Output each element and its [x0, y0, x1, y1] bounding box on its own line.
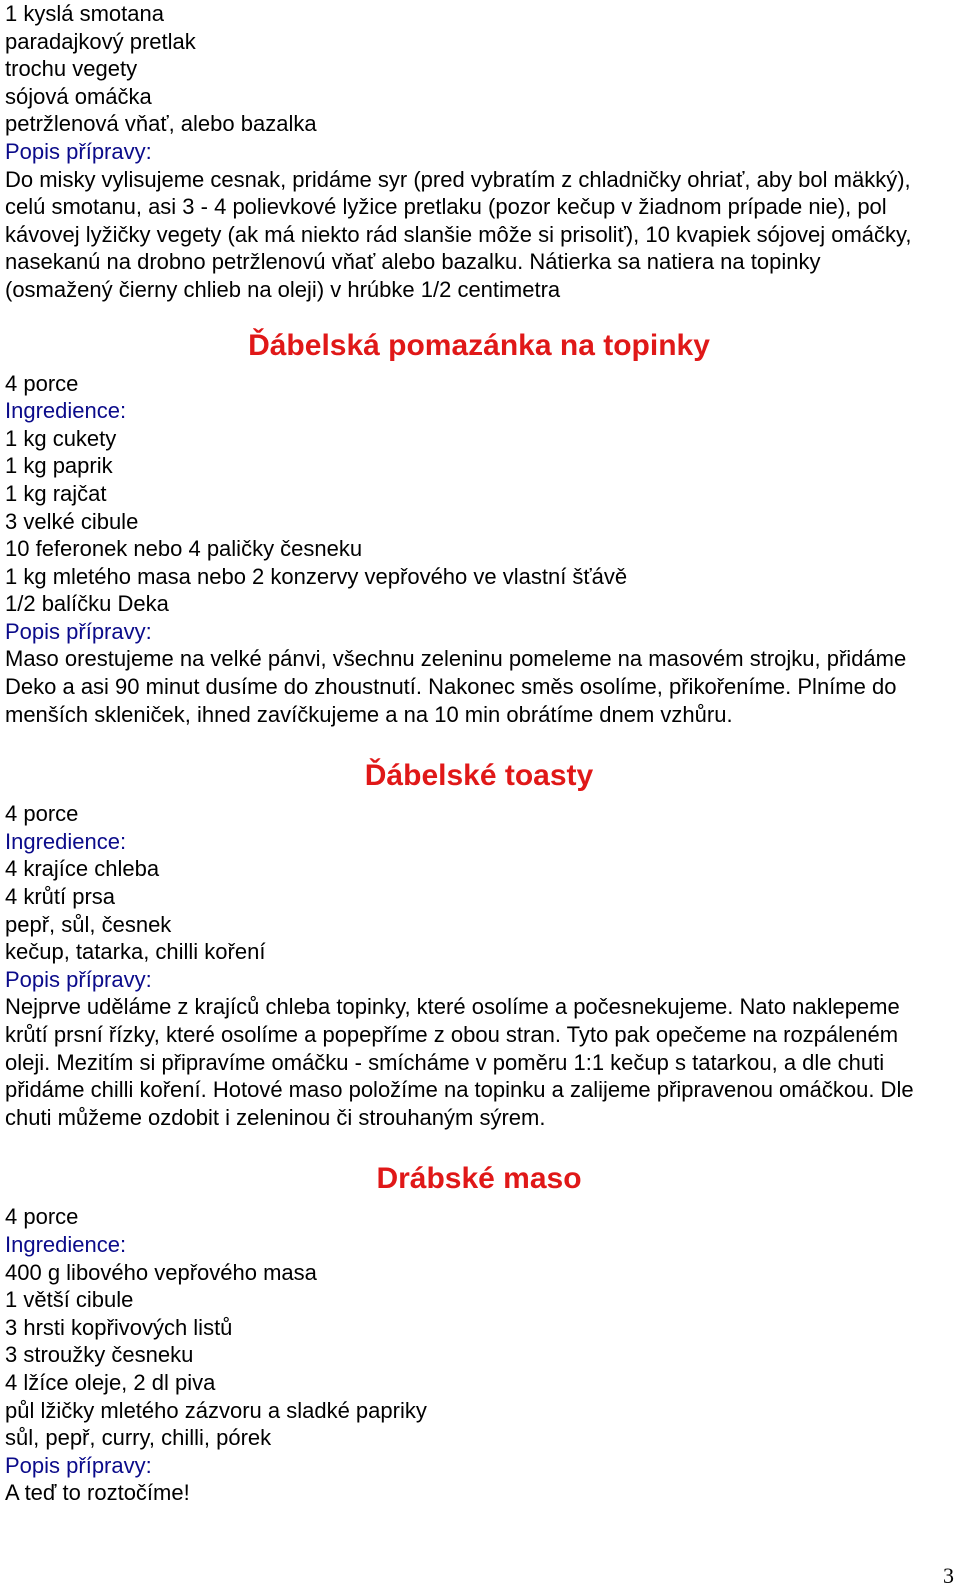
ingredient-item: petržlenová vňať, alebo bazalka	[5, 111, 317, 137]
ingredient-item: půl lžičky mletého zázvoru a sladké papriky	[5, 1397, 427, 1423]
ingredient-item: pepř, sůl, česnek	[5, 911, 172, 937]
portions: 4 porce	[5, 801, 79, 827]
ingredients-heading: Ingredience:	[5, 828, 127, 854]
ingredient-item: 1 kg mletého masa nebo 2 konzervy vepřového ve vlastní šťávě	[5, 563, 628, 589]
prep-text: A teď to roztočíme!	[5, 1480, 190, 1506]
prep-heading: Popis přípravy:	[5, 138, 152, 164]
ingredient-item: 4 krajíce chleba	[5, 856, 160, 882]
ingredient-item: paradajkový pretlak	[5, 28, 196, 54]
ingredient-item: 3 velké cibule	[5, 508, 139, 534]
portions: 4 porce	[5, 370, 79, 396]
ingredient-item: sůl, pepř, curry, chilli, pórek	[5, 1425, 272, 1451]
ingredient-item: 4 krůtí prsa	[5, 884, 116, 910]
ingredient-item: 1 kg paprik	[5, 453, 113, 479]
ingredient-item: 1 kyslá smotana	[5, 1, 164, 26]
intro-ingredient-list	[5, 0, 953, 138]
ingredient-item: 4 lžíce oleje, 2 dl piva	[5, 1369, 216, 1395]
recipe	[5, 1155, 953, 1507]
recipe	[5, 752, 953, 1131]
recipe-title: Ďábelská pomazánka na topinky	[248, 328, 710, 362]
ingredient-item: 1 kg cukety	[5, 425, 117, 451]
recipe-title: Ďábelské toasty	[364, 759, 594, 793]
prep-text: Do misky vylisujeme cesnak, pridáme syr (pred vybratím z chladničky ohriať, aby bol mäkký), celú smotanu, asi 3 - 4 polievkové lyžice pretlaku (pozor kečup v žiadnom prípade nie), pol kávovej lyžičky vegety (ak má niekto rád slanšie môže si prisoliť), 10 kvapiek sójovej omáčky, nasekanú na drobno petržlenovú vňať alebo bazalku. Nátierka sa natiera na topinky (osmažený čierny chlieb na oleji) v hrúbke 1/2 centimetra	[5, 166, 912, 302]
recipe-title: Drábské maso	[376, 1162, 582, 1196]
document-page	[5, 0, 953, 1507]
prep-heading: Popis přípravy:	[5, 966, 152, 992]
prep-text: Nejprve uděláme z krajíců chleba topinky, které osolíme a počesnekujeme. Nato naklepeme krůtí prsní řízky, které osolíme a popepříme z obou stran. Tyto pak opečeme na rozpáleném oleji. Mezitím si připravíme omáčku - smícháme v poměru 1:1 kečup s tatarkou, a dle chuti přidáme chilli koření. Hotové maso položíme na topinku a zalijeme připravenou omáčkou. Dle chuti můžeme ozdobit i zeleninou či strouhaným sýrem.	[5, 994, 914, 1130]
ingredient-item: 1 kg rajčat	[5, 480, 107, 506]
ingredients-heading: Ingredience:	[5, 398, 127, 424]
ingredient-item: trochu vegety	[5, 56, 138, 82]
page-number: 3	[943, 1563, 954, 1588]
portions: 4 porce	[5, 1204, 79, 1230]
ingredient-item: 10 feferonek nebo 4 paličky česneku	[5, 536, 363, 562]
ingredient-item: 3 stroužky česneku	[5, 1342, 194, 1368]
ingredients-heading: Ingredience:	[5, 1231, 127, 1257]
prep-heading: Popis přípravy:	[5, 1452, 152, 1478]
ingredient-item: 3 hrsti kopřivových listů	[5, 1314, 233, 1340]
recipe	[5, 322, 953, 729]
prep-heading: Popis přípravy:	[5, 618, 152, 644]
ingredient-item: 400 g libového vepřového masa	[5, 1259, 317, 1285]
ingredient-item: 1/2 balíčku Deka	[5, 591, 169, 617]
ingredient-item: kečup, tatarka, chilli koření	[5, 939, 266, 965]
ingredient-item: 1 větší cibule	[5, 1287, 134, 1313]
prep-text: Maso orestujeme na velké pánvi, všechnu zeleninu pomeleme na masovém strojku, přidáme Deko a asi 90 minut dusíme do zhoustnutí. Nakonec směs osolíme, přikořeníme. Plníme do menších skleniček, ihned zavíčkujeme a na 10 min obrátíme dnem vzhůru.	[5, 646, 907, 727]
ingredient-item: sójová omáčka	[5, 83, 152, 109]
